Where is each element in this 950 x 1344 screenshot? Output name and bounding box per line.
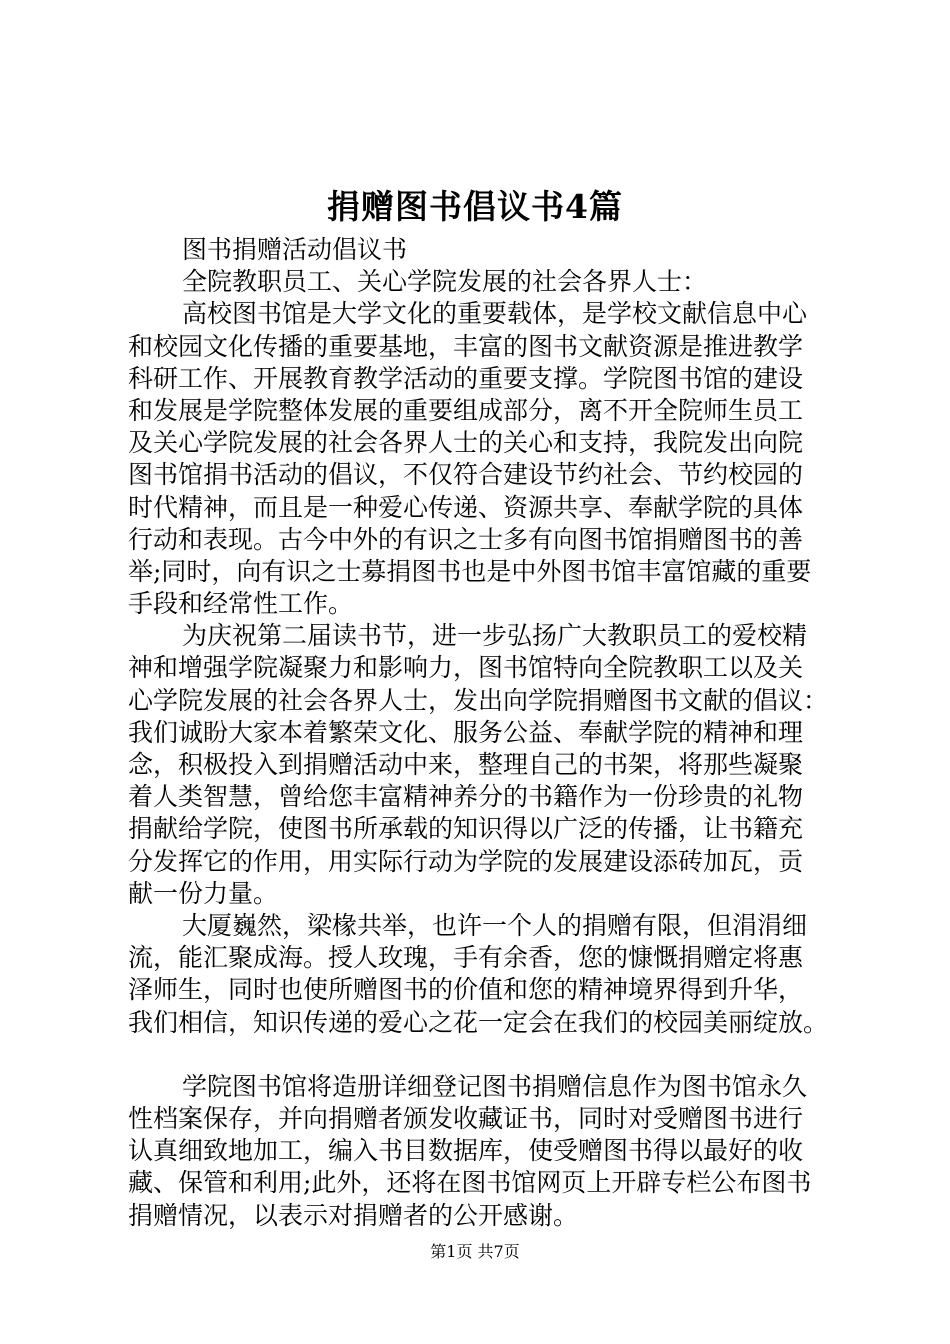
paragraph-line: 捐赠情况，以表示对捐赠者的公开感谢。 — [128, 1200, 579, 1230]
paragraph-spacer — [128, 1039, 832, 1071]
paragraph-line: 和发展是学院整体发展的重要组成部分，离不开全院师生员工 — [128, 395, 804, 425]
paragraph-line: 行动和表现。古今中外的有识之士多有向图书馆捐赠图书的善 — [128, 524, 804, 554]
paragraph-line: 认真细致地加工，编入书目数据库，使受赠图书得以最好的收 — [128, 1136, 804, 1166]
paragraph-line: 流，能汇聚成海。授人玫瑰，手有余香，您的慷慨捐赠定将惠 — [128, 943, 804, 973]
paragraph-line: 捐献给学院，使图书所承载的知识得以广泛的传播，让书籍充 — [128, 814, 804, 844]
paragraph-line: 学院图书馆将造册详细登记图书捐赠信息作为图书馆永久 — [182, 1071, 808, 1101]
paragraph-line: 着人类智慧，曾给您丰富精神养分的书籍作为一份珍贵的礼物 — [128, 782, 804, 812]
paragraph-line: 为庆祝第二届读书节，进一步弘扬广大教职员工的爱校精 — [182, 621, 808, 651]
paragraph-line: 我们相信，知识传递的爱心之花一定会在我们的校园美丽绽放。 — [128, 1007, 829, 1037]
paragraph-line: 举;同时，向有识之士募捐图书也是中外图书馆丰富馆藏的重要 — [128, 556, 812, 586]
page-footer: 第1页 共7页 — [430, 1242, 520, 1261]
paragraph-line: 神和增强学院凝聚力和影响力，图书馆特向全院教职工以及关 — [128, 653, 804, 683]
paragraph-line: 性档案保存，并向捐赠者颁发收藏证书，同时对受赠图书进行 — [128, 1104, 804, 1134]
paragraph-line: 心学院发展的社会各界人士，发出向学院捐赠图书文献的倡议： — [128, 685, 829, 715]
paragraph-line: 手段和经常性工作。 — [128, 589, 354, 619]
document-subtitle: 图书捐赠活动倡议书 — [182, 235, 408, 264]
paragraph — [128, 620, 832, 910]
paragraph-line: 及关心学院发展的社会各界人士的关心和支持，我院发出向院 — [128, 428, 804, 458]
document-title: 捐赠图书倡议书4篇 — [327, 187, 623, 226]
paragraph — [128, 1071, 832, 1232]
paragraph — [128, 910, 832, 1039]
paragraph-line: 大厦巍然，梁椽共举，也许一个人的捐赠有限，但涓涓细 — [182, 910, 808, 940]
paragraph — [128, 298, 832, 620]
paragraph-line: 科研工作、开展教育教学活动的重要支撑。学院图书馆的建设 — [128, 363, 804, 393]
paragraph-line: 泽师生，同时也使所赠图书的价值和您的精神境界得到升华， — [128, 975, 804, 1005]
document-body — [128, 234, 832, 1232]
paragraph-line: 藏、保管和利用;此外，还将在图书馆网页上开辟专栏公布图书 — [128, 1168, 812, 1198]
paragraph-line: 时代精神，而且是一种爱心传递、资源共享、奉献学院的具体 — [128, 492, 804, 522]
paragraph-line: 念，积极投入到捐赠活动中来，整理自己的书架，将那些凝聚 — [128, 750, 804, 779]
paragraph-line: 和校园文化传播的重要基地，丰富的图书文献资源是推进教学 — [128, 331, 804, 361]
salutation: 全院教职员工、关心学院发展的社会各界人士： — [182, 267, 708, 297]
paragraph-line: 献一份力量。 — [128, 878, 279, 908]
paragraph-line: 我们诚盼大家本着繁荣文化、服务公益、奉献学院的精神和理 — [128, 717, 804, 747]
paragraph-list — [128, 298, 832, 1231]
paragraph-line: 高校图书馆是大学文化的重要载体，是学校文献信息中心 — [182, 299, 808, 329]
paragraph-line: 分发挥它的作用，用实际行动为学院的发展建设添砖加瓦，贡 — [128, 846, 804, 876]
paragraph-line: 图书馆捐书活动的倡议，不仅符合建设节约社会、节约校园的 — [128, 460, 804, 490]
